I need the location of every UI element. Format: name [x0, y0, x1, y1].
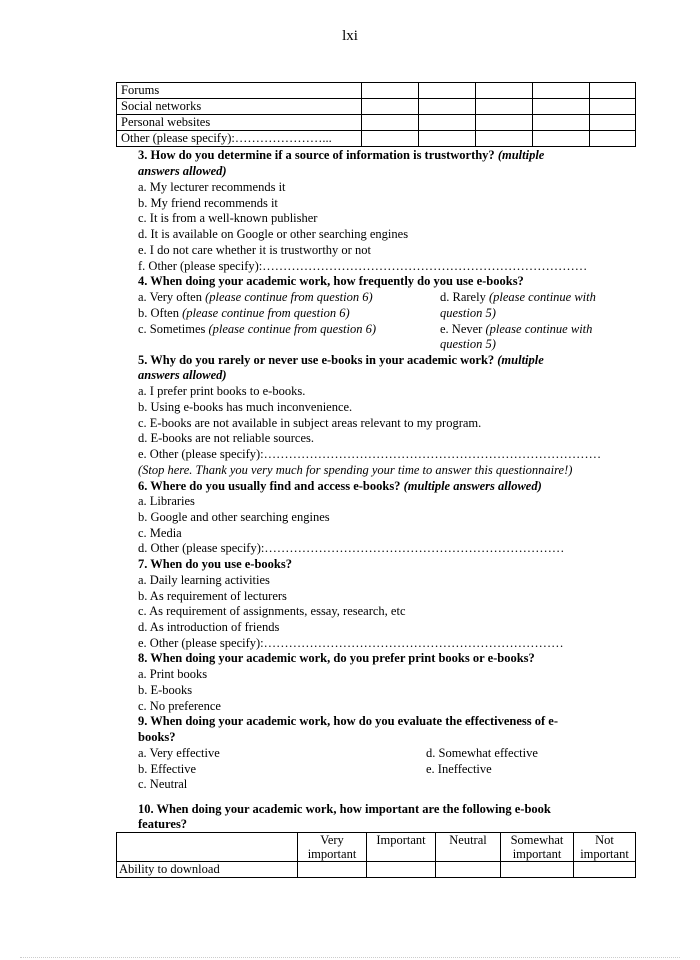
table-row [117, 115, 636, 131]
table-cell: Social networks [117, 99, 362, 115]
option: b. As requirement of lecturers [138, 589, 287, 603]
table-row [117, 99, 636, 115]
q4-option-d: d. Rarely (please continue with [440, 290, 596, 304]
option: d. Other (please specify):……………………………………………………………… [138, 541, 565, 555]
page-number: lxi [342, 28, 358, 44]
table-header-row [117, 833, 636, 862]
question-7-title: 7. When do you use e-books? [138, 557, 292, 571]
option: a. My lecturer recommends it [138, 180, 286, 194]
question-3-title: 3. How do you determine if a source of information is trustworthy? (multiple [138, 148, 545, 162]
table-row [117, 83, 636, 99]
option: c. Neutral [138, 777, 188, 791]
option: b. My friend recommends it [138, 196, 278, 210]
option: b. Effective [138, 762, 197, 776]
option: a. I prefer print books to e-books. [138, 384, 306, 398]
page-bottom-divider [20, 957, 680, 958]
question-4-title: 4. When doing your academic work, how frequently do you use e-books? [138, 274, 524, 288]
option: c. No preference [138, 699, 221, 713]
q4-option-c: c. Sometimes (please continue from question 6) [138, 322, 377, 336]
option: b. Using e-books has much inconvenience. [138, 400, 353, 414]
table-row [117, 862, 636, 878]
option: e. Ineffective [426, 762, 492, 776]
top-table [116, 82, 636, 147]
header-not-important: Not important [574, 833, 636, 862]
table-cell: Ability to download [117, 862, 298, 878]
question-3-note: answers allowed) [138, 164, 227, 178]
question-5-title: 5. Why do you rarely or never use e-books in your academic work? (multiple [138, 353, 544, 367]
question-10-title-cont: features? [138, 817, 188, 831]
question-5-note: answers allowed) [138, 368, 227, 382]
option: b. Google and other searching engines [138, 510, 330, 524]
option: e. Other (please specify):……………………………………………………………………… [138, 447, 602, 461]
option: b. E-books [138, 683, 193, 697]
header-important: Important [367, 833, 436, 862]
question-10-title: 10. When doing your academic work, how important are the following e-book [138, 802, 551, 816]
q4-option-e-note: question 5) [440, 337, 496, 351]
option: e. Other (please specify):……………………………………………………………… [138, 636, 564, 650]
option: e. I do not care whether it is trustworthy or not [138, 243, 371, 257]
option: c. E-books are not available in subject areas relevant to my program. [138, 416, 482, 430]
q4-option-e: e. Never (please continue with [440, 322, 593, 336]
option: c. Media [138, 526, 182, 540]
question-9-title: 9. When doing your academic work, how do you evaluate the effectiveness of e- [138, 714, 558, 728]
option: d. It is available on Google or other searching engines [138, 227, 409, 241]
table-row [117, 131, 636, 147]
table-cell: Forums [117, 83, 362, 99]
header-neutral: Neutral [436, 833, 501, 862]
option: c. As requirement of assignments, essay, research, etc [138, 604, 406, 618]
option: c. It is from a well-known publisher [138, 211, 318, 225]
q4-option-d-note: question 5) [440, 306, 496, 320]
option: d. E-books are not reliable sources. [138, 431, 314, 445]
question-6-title: 6. Where do you usually find and access e-books? (multiple answers allowed) [138, 479, 542, 493]
header-very-important: Very important [298, 833, 367, 862]
option: a. Libraries [138, 494, 195, 508]
option: a. Print books [138, 667, 208, 681]
option: d. Somewhat effective [426, 746, 538, 760]
option: f. Other (please specify):…………………………………………………………………… [138, 259, 588, 273]
option: a. Very effective [138, 746, 220, 760]
option: a. Daily learning activities [138, 573, 270, 587]
features-table [116, 832, 636, 878]
table-cell: Personal websites [117, 115, 362, 131]
q4-option-b: b. Often (please continue from question 6) [138, 306, 350, 320]
question-8-title: 8. When doing your academic work, do you prefer print books or e-books? [138, 651, 535, 665]
stop-note: (Stop here. Thank you very much for spending your time to answer this questionnaire!) [138, 463, 573, 477]
q4-option-a: a. Very often (please continue from question 6) [138, 290, 373, 304]
table-cell: Other (please specify):…………………... [117, 131, 362, 147]
option: d. As introduction of friends [138, 620, 280, 634]
header-somewhat-important: Somewhat important [501, 833, 574, 862]
question-9-title-cont: books? [138, 730, 176, 744]
